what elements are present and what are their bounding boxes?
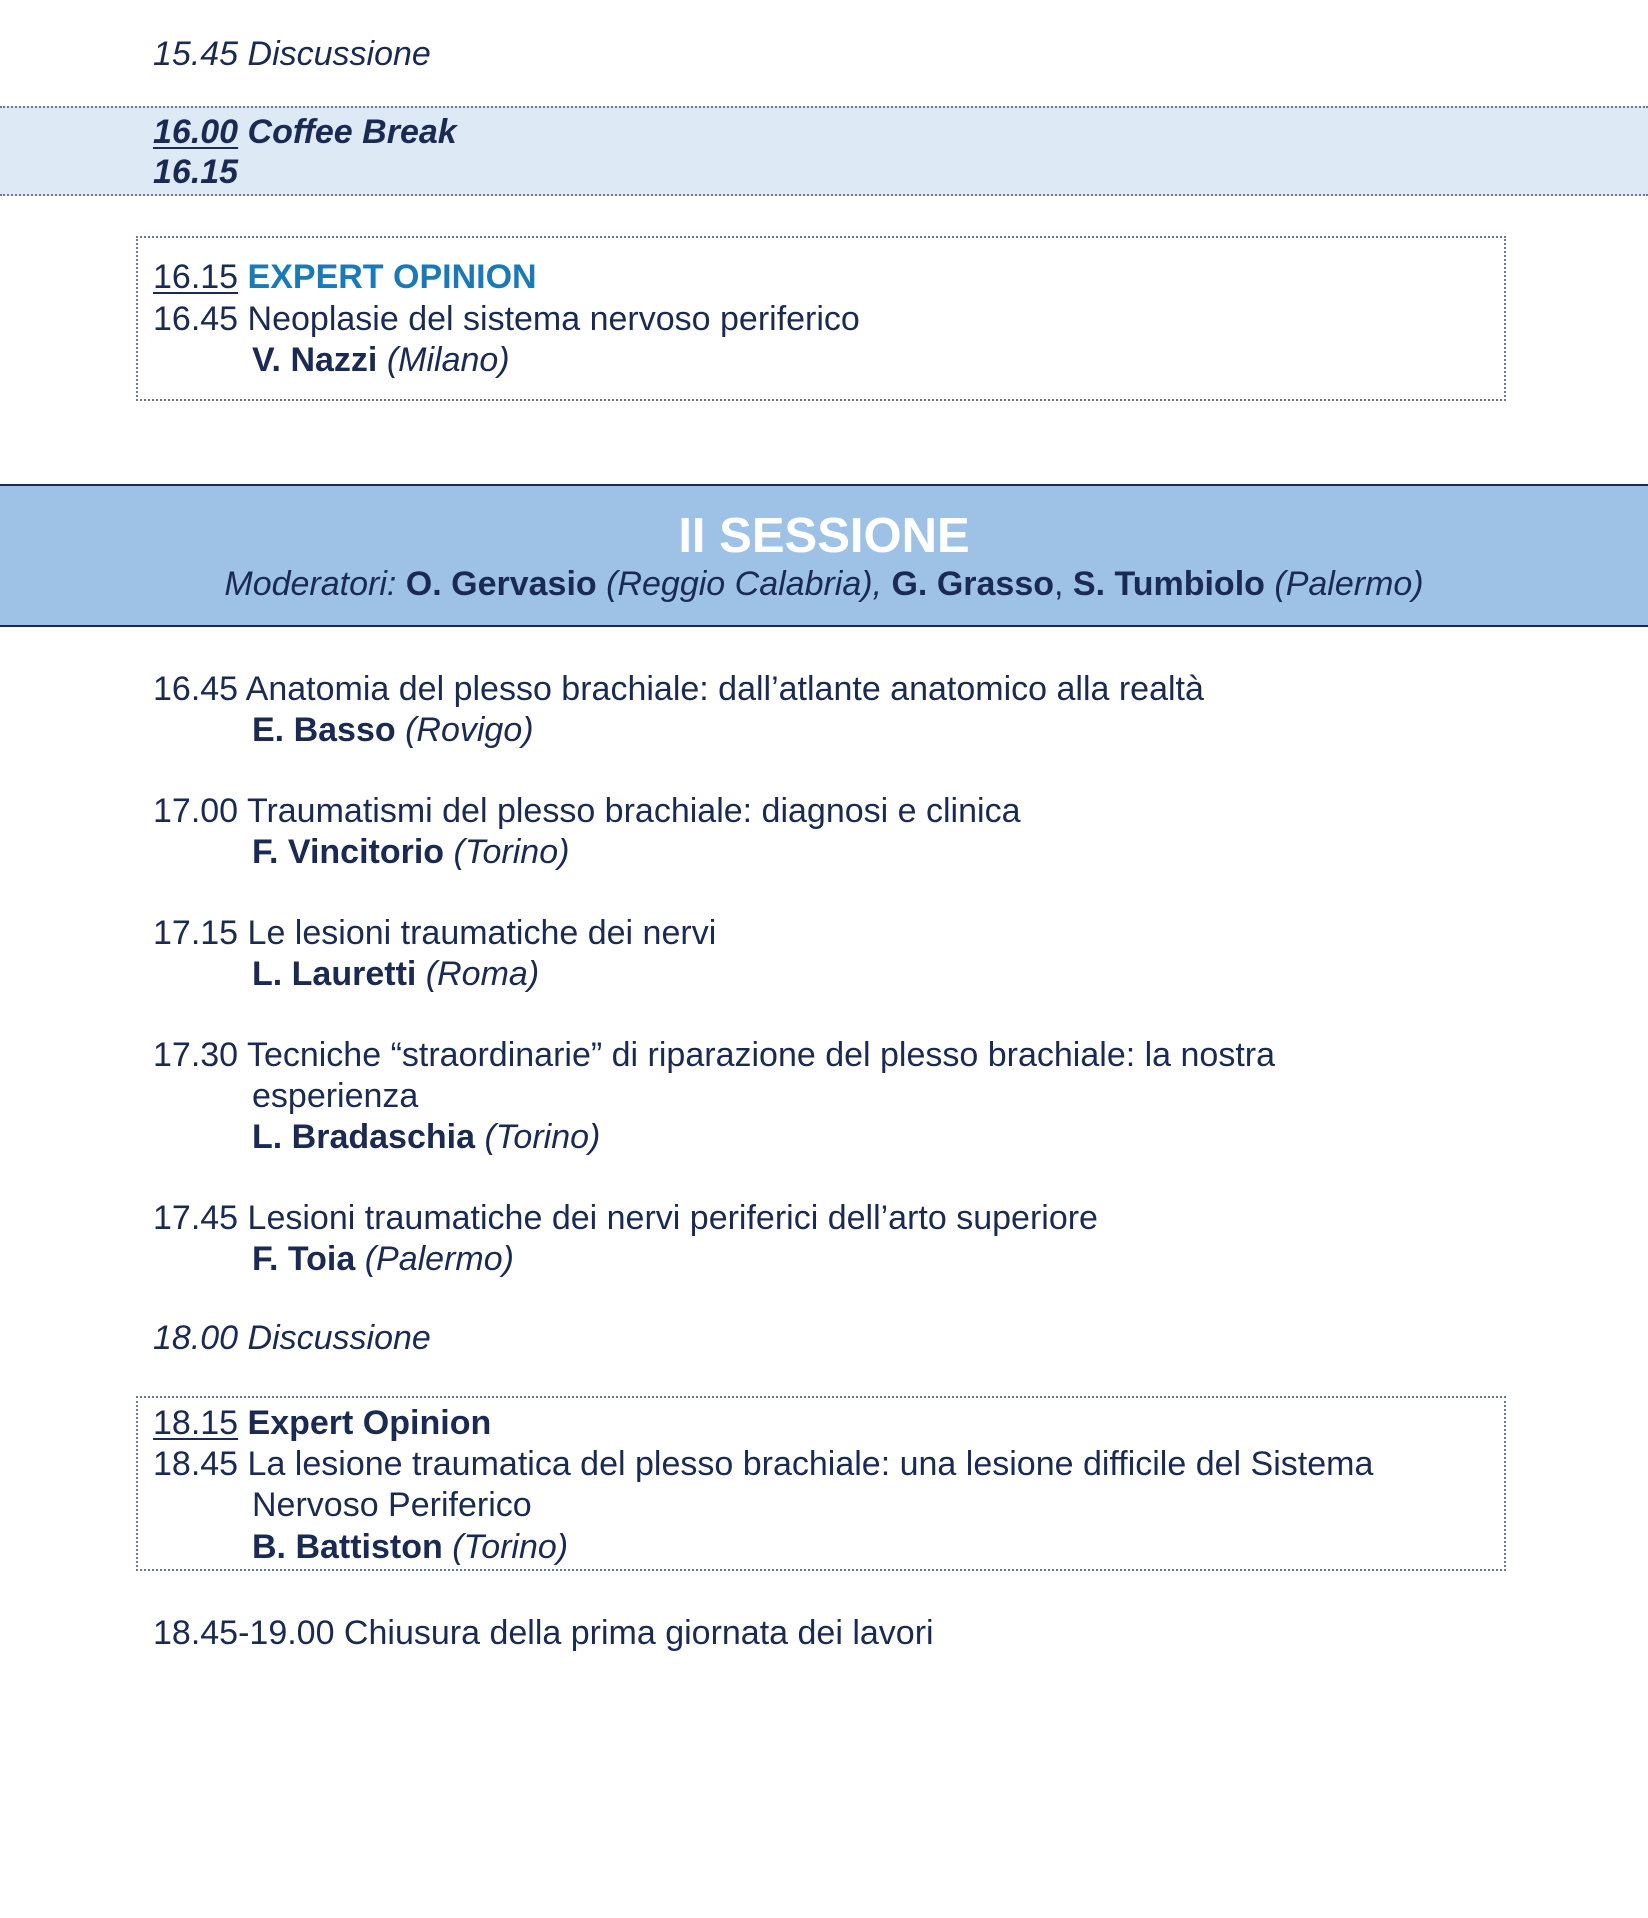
- talk-title: Le lesioni traumatiche dei nervi: [247, 914, 717, 952]
- talk-speaker-row: [252, 832, 569, 873]
- speaker-city: (Milano): [386, 341, 510, 379]
- expert-opinion-header: [153, 257, 537, 298]
- expert-opinion-speaker-row: [252, 340, 510, 381]
- coffee-break-label: Coffee Break: [247, 113, 457, 151]
- talk-speaker-row: [252, 1117, 600, 1158]
- speaker-city: (Torino): [453, 833, 570, 871]
- talk-title-continuation: esperienza: [252, 1077, 419, 1115]
- talk-row: [153, 791, 1021, 832]
- moderators-label: Moderatori:: [224, 565, 397, 603]
- expert-opinion-title-continuation: Nervoso Periferico: [252, 1486, 532, 1524]
- talk-title: Tecniche “straordinarie” di riparazione del plesso brachiale: la nostra: [246, 1036, 1276, 1074]
- talk-title: Traumatismi del plesso brachiale: diagnosi e clinica: [246, 792, 1021, 830]
- speaker-name: F. Vincitorio: [252, 833, 445, 871]
- expert-opinion-header: [153, 1403, 491, 1444]
- talk-time: 17.45: [153, 1199, 239, 1237]
- moderator-separator: ,: [1054, 565, 1064, 603]
- talk-row: [153, 1035, 1275, 1076]
- speaker-city: (Torino): [452, 1528, 569, 1566]
- speaker-city: (Torino): [484, 1118, 601, 1156]
- expert-opinion-title: La lesione traumatica del plesso brachiale: una lesione difficile del Sistema: [247, 1445, 1374, 1483]
- moderator-name: O. Gervasio: [405, 565, 597, 603]
- talk-speaker-row: [252, 710, 534, 751]
- speaker-name: B. Battiston: [252, 1528, 443, 1566]
- talk-row: [153, 1198, 1098, 1239]
- speaker-name: F. Toia: [252, 1240, 356, 1278]
- speaker-name: V. Nazzi: [252, 341, 378, 379]
- discussion-item: 18.00 Discussione: [153, 1319, 431, 1357]
- speaker-name: L. Bradaschia: [252, 1118, 475, 1156]
- moderator-name: S. Tumbiolo: [1072, 565, 1265, 603]
- moderator-city: (Reggio Calabria),: [606, 565, 883, 603]
- expert-opinion-end-time: 18.45: [153, 1445, 239, 1483]
- expert-opinion-label: EXPERT OPINION: [247, 258, 537, 296]
- discussion-item: 15.45 Discussione: [153, 35, 431, 73]
- talk-time: 17.00: [153, 792, 239, 830]
- coffee-break-end-time: 16.15: [153, 153, 239, 191]
- talk-speaker-row: [252, 954, 539, 995]
- moderator-city: (Palermo): [1274, 565, 1424, 603]
- speaker-name: L. Lauretti: [252, 955, 417, 993]
- expert-opinion-label: Expert Opinion: [247, 1404, 492, 1442]
- speaker-city: (Rovigo): [405, 711, 534, 749]
- expert-opinion-start-time: 16.15: [153, 258, 239, 296]
- speaker-name: E. Basso: [252, 711, 396, 749]
- coffee-break-row: [153, 112, 457, 153]
- talk-speaker-row: [252, 1239, 514, 1280]
- expert-opinion-start-time: 18.15: [153, 1404, 239, 1442]
- expert-opinion-title: Neoplasie del sistema nervoso periferico: [247, 300, 860, 338]
- talk-row: [153, 913, 716, 954]
- talk-row: [153, 669, 1204, 710]
- expert-opinion-speaker-row: [252, 1527, 568, 1568]
- talk-time: 17.30: [153, 1036, 239, 1074]
- talk-time: 16.45: [153, 670, 239, 708]
- closing-line: 18.45-19.00 Chiusura della prima giornata dei lavori: [153, 1614, 934, 1652]
- speaker-city: (Roma): [425, 955, 540, 993]
- expert-opinion-title-row: [153, 1444, 1373, 1485]
- talk-time: 17.15: [153, 914, 239, 952]
- session-title: II SESSIONE: [678, 509, 970, 563]
- coffee-break-start-time: 16.00: [153, 113, 239, 151]
- speaker-city: (Palermo): [364, 1240, 514, 1278]
- talk-title: Anatomia del plesso brachiale: dall’atlante anatomico alla realtà: [245, 670, 1204, 708]
- moderator-name: G. Grasso: [891, 565, 1054, 603]
- expert-opinion-title-row: [153, 299, 860, 340]
- expert-opinion-end-time: 16.45: [153, 300, 239, 338]
- talk-title: Lesioni traumatiche dei nervi periferici dell’arto superiore: [247, 1199, 1098, 1237]
- session-moderators: [0, 564, 1648, 605]
